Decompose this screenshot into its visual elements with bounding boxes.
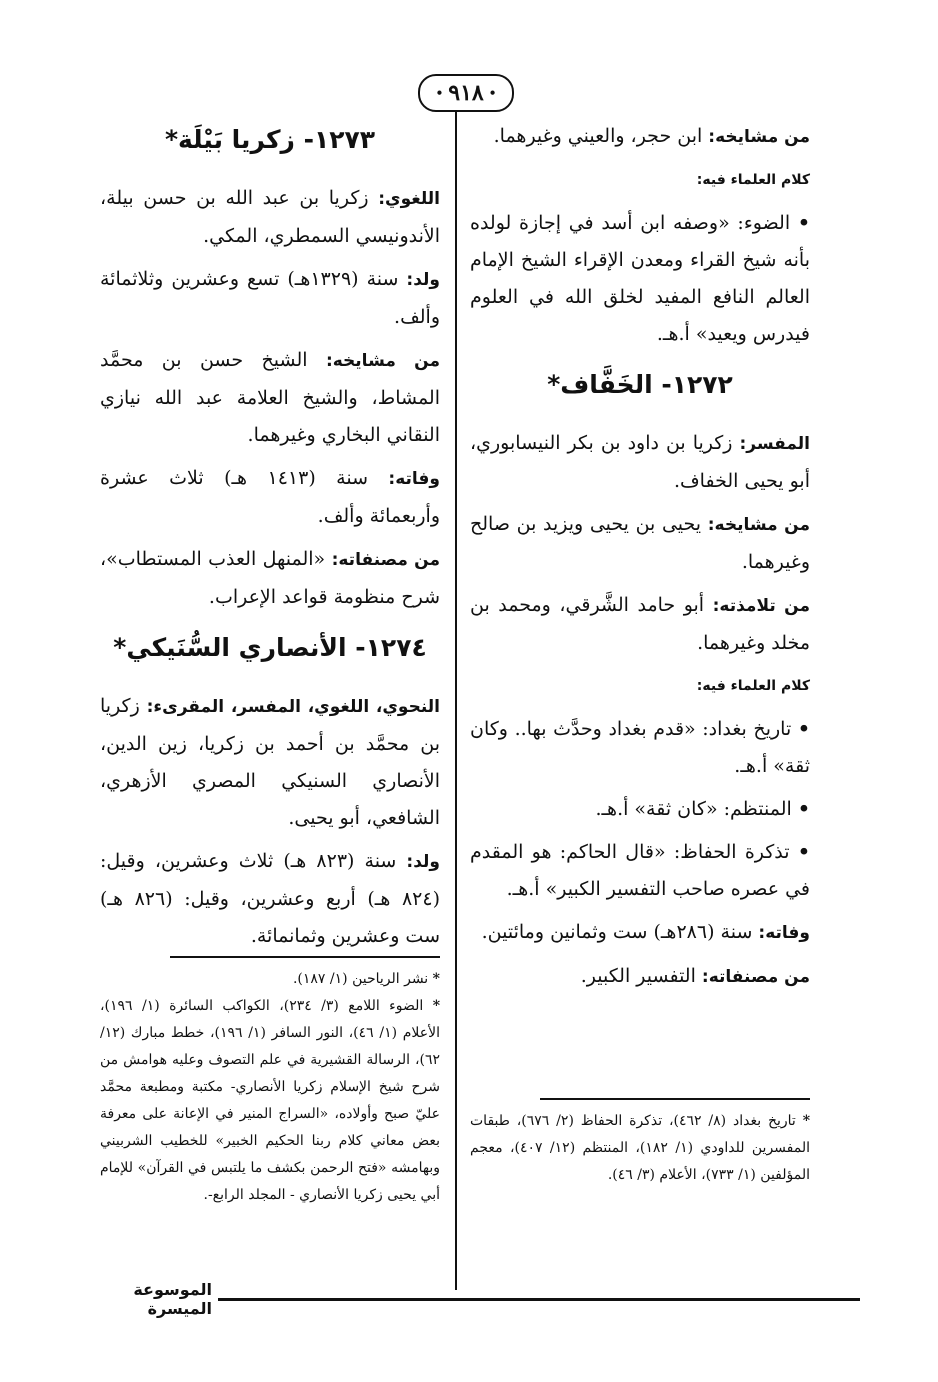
entry-1274-birth bbox=[100, 843, 440, 955]
text-teachers: يحيى بن يحيى ويزيد بن صالح وغيرهما. bbox=[470, 513, 810, 573]
left-footnote-1-text: نشر الرياحين (١/ ١٨٧). bbox=[292, 971, 429, 987]
text-mufassir: زكريا بن داود بن بكر النيسابوري، أبو يحيى الخفاف. bbox=[470, 432, 810, 492]
entry-1272-works bbox=[470, 958, 810, 996]
text-students: أبو حامد الشَّرقي، ومحمد بن مخلد وغيرهما. bbox=[470, 594, 810, 654]
label-works: من مصنفاته: bbox=[701, 967, 810, 987]
text-death: سنة (٢٨٦هـ) ست وثمانين ومائتين. bbox=[481, 921, 759, 943]
quote-daw-text: «وصفه ابن أسد في إجازة لولده بأنه شيخ القراء ومعدن الإقراء الشيخ الإمام العالم النافع المفيد لخلق الله في العلوم فيدرس ويعيد» أ.هـ. bbox=[470, 212, 810, 345]
page-number bbox=[418, 74, 514, 112]
quote-tarikh-text: تاريخ بغداد: «قدم بغداد وحدَّث بها.. وكان ثقة» أ.هـ. bbox=[470, 718, 810, 777]
entry-1273-death bbox=[100, 460, 440, 535]
entry-1274-description bbox=[100, 688, 440, 837]
entry-1273-teachers bbox=[100, 342, 440, 454]
footer-title: الموسوعة الميسرة bbox=[133, 1280, 212, 1318]
label-works-1273: من مصنفاته: bbox=[331, 550, 440, 570]
quote-muntazam-text: المنتظم: «كان ثقة» أ.هـ. bbox=[595, 798, 798, 820]
quote-tadhkira bbox=[470, 834, 810, 908]
intro-paragraph bbox=[470, 118, 810, 156]
left-footnote-2 bbox=[100, 993, 440, 1209]
quote-tadhkira-text: تذكرة الحفاظ: «قال الحاكم: هو المقدم في عصره صاحب التفسير الكبير» أ.هـ. bbox=[470, 841, 810, 900]
scholars-heading-2: كلام العلماء فيه: bbox=[696, 678, 810, 694]
quote-tarikh bbox=[470, 711, 810, 785]
entry-1273-lughawi bbox=[100, 180, 440, 255]
label-birth-1274: ولد: bbox=[406, 852, 440, 872]
page-number-dot-left: • bbox=[435, 86, 444, 100]
scholars-heading-1: كلام العلماء فيه: bbox=[696, 172, 810, 188]
entry-1272-title: ١٢٧٢- الخَفَّاف* bbox=[547, 370, 733, 399]
label-birth: ولد: bbox=[406, 270, 440, 290]
text-birth: سنة (١٣٢٩هـ) تسع وعشرين وثلاثمائة وألف. bbox=[100, 268, 440, 328]
label-mufassir: المفسر: bbox=[739, 434, 810, 454]
intro-text: ابن حجر، والعيني وغيرهما. bbox=[493, 125, 709, 147]
text-description-1274: زكريا بن محمَّد بن أحمد بن زكريا، زين الدين، الأنصاري السنيكي المصري الأزهري، الشافعي، أبو يحيى. bbox=[100, 695, 440, 829]
label-teachers-1273: من مشايخه: bbox=[325, 351, 440, 371]
star-icon: * bbox=[802, 1113, 811, 1129]
bullet-icon: • bbox=[797, 718, 810, 740]
left-footnote-rule bbox=[170, 956, 440, 958]
entry-1272-death bbox=[470, 914, 810, 952]
text-birth-1274: سنة (٨٢٣ هـ) ثلاث وعشرين، وقيل: (٨٢٤ هـ) أربع وعشرين، وقيل: (٨٢٦ هـ) ست وعشرين وثمانمائة. bbox=[100, 850, 440, 947]
entry-1273-title: ١٢٧٣- زكريا بَيْلَة* bbox=[164, 125, 376, 154]
quote-daw bbox=[470, 205, 810, 353]
star-icon: * bbox=[432, 971, 440, 987]
right-column bbox=[470, 118, 810, 1002]
right-footnote-rule bbox=[540, 1098, 810, 1100]
label-death-1273: وفاته: bbox=[388, 469, 440, 489]
entry-1272-students bbox=[470, 587, 810, 662]
footer-rule bbox=[218, 1298, 860, 1301]
bullet-icon: • bbox=[797, 798, 810, 820]
text-death-1273: سنة (١٤١٣ هـ) ثلاث عشرة وأربعمائة وألف. bbox=[100, 467, 440, 527]
page-number-value: ٩١٨ bbox=[448, 80, 484, 106]
star-icon: * bbox=[432, 998, 441, 1014]
label-students: من تلامذته: bbox=[712, 596, 810, 616]
quote-muntazam bbox=[470, 791, 810, 828]
label-death: وفاته: bbox=[758, 923, 810, 943]
entry-1273-works bbox=[100, 541, 440, 616]
bullet-icon: • bbox=[797, 212, 810, 234]
quote-daw-label: الضوء: bbox=[729, 212, 798, 234]
entry-1272-teachers bbox=[470, 506, 810, 581]
right-footnotes bbox=[470, 1108, 810, 1189]
entry-1274-title: ١٢٧٤- الأنصاري السُّنَيكي* bbox=[113, 633, 427, 662]
right-footnote-text: تاريخ بغداد (٨/ ٤٦٢)، تذكرة الحفاظ (٢/ ٦٧٦)، طبقات المفسرين للداودي (١/ ١٨٢)، المنتظم (١٢/ ٤٠٧)، معجم المؤلفين (١/ ٧٣٣)، الأعلام (٣/ ٤٦). bbox=[470, 1113, 811, 1183]
label-description-1274: النحوي، اللغوي، المفسر، المقرىء: bbox=[146, 697, 440, 717]
label-lughawi: اللغوي: bbox=[378, 189, 440, 209]
intro-label: من مشايخه: bbox=[708, 127, 810, 147]
bullet-icon: • bbox=[797, 841, 810, 863]
column-divider bbox=[455, 112, 457, 1290]
left-footnote-1 bbox=[100, 966, 440, 993]
label-teachers: من مشايخه: bbox=[707, 515, 811, 535]
page-number-dot-right: • bbox=[488, 86, 497, 100]
entry-1273-birth bbox=[100, 261, 440, 336]
text-works: التفسير الكبير. bbox=[580, 965, 702, 987]
left-footnote-2-text: الضوء اللامع (٣/ ٢٣٤)، الكواكب السائرة (١/ ١٩٦)، الأعلام (١/ ٤٦)، النور السافر (١/ ١٩٦)، خطط مبارك (١٢/ ٦٢)، الرسالة القشيرية في علم التصوف وعليه هوامش من شرح شيخ الإسلام زكريا الأنصاري- مكتبة ومطبعة محمَّد عليّ صبح وأولاده، «السراج المنير في الإعانة على معرفة بعض معاني كلام ربنا الحكيم الخبير» للخطيب الشربيني وبهامشه «فتح الرحمن بكشف ما يلتبس في القرآن» للإمام أبي يحيى زكريا الأنصاري - المجلد الرابع-. bbox=[100, 998, 440, 1203]
text-works-1273: «المنهل العذب المستطاب»، شرح منظومة قواعد الإعراب. bbox=[100, 548, 440, 608]
entry-1272-mufassir bbox=[470, 425, 810, 500]
text-lughawi: زكريا بن عبد الله بن حسن بيلة، الأندونيسي السمطري، المكي. bbox=[100, 187, 440, 247]
left-column bbox=[100, 118, 440, 961]
right-footnote bbox=[470, 1108, 810, 1189]
left-footnotes bbox=[100, 966, 440, 1209]
text-teachers-1273: الشيخ حسن بن محمَّد المشاط، والشيخ العلامة عبد الله نيازي النقاني البخاري وغيرهما. bbox=[100, 349, 440, 446]
